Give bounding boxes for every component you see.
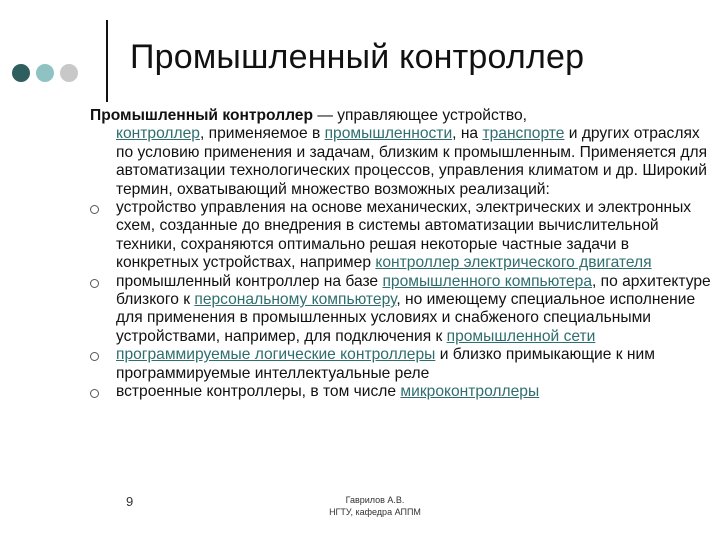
page-number: 9 bbox=[126, 494, 134, 509]
circle-bullet-icon bbox=[90, 389, 99, 398]
bullet-list bbox=[90, 199, 712, 401]
list-item bbox=[90, 199, 712, 273]
intro-text-4: и других отраслях по условию применения и задачам, близким к промышленным. Применяется для автоматизации технологических процессов, управления климатом и др. Широкий термин, охватывающий множество возможных реализаций: bbox=[116, 125, 708, 198]
slide-title: Промышленный контроллер bbox=[130, 38, 585, 76]
author-department: НГТУ, кафедра АППМ bbox=[329, 507, 421, 517]
slide-content bbox=[90, 107, 712, 402]
link-motor-controller[interactable]: контроллер электрического двигателя bbox=[375, 254, 652, 272]
list-item bbox=[90, 273, 712, 347]
link-industrial-computer[interactable]: промышленного компьютера bbox=[382, 272, 592, 290]
title-divider bbox=[106, 20, 108, 102]
circle-bullet-icon bbox=[90, 279, 99, 288]
bullet-text: промышленный контроллер на базе bbox=[116, 272, 383, 290]
bullet-text-after: и близко примыкающие к ним программируемые интеллектуальные реле bbox=[116, 346, 655, 382]
intro-indent bbox=[90, 125, 712, 199]
link-industrial-network[interactable]: промышленной сети bbox=[446, 327, 596, 345]
bullet-text: устройство управления на основе механических, электрических и электронных схем, созданные до внедрения в системы автоматизации вычислительной техники, сохраняются оптимально решая некоторые частные задачи в конкретных устройствах, например bbox=[116, 199, 692, 272]
dot-dark-icon bbox=[12, 64, 30, 82]
intro-term: Промышленный контроллер bbox=[90, 107, 313, 124]
link-plc[interactable]: программируемые логические контроллеры bbox=[116, 346, 436, 364]
intro-text-3: , на bbox=[452, 125, 483, 143]
author-name: Гаврилов А.В. bbox=[345, 495, 405, 505]
intro-text-1: — управляющее устройство, bbox=[313, 107, 528, 124]
link-transport[interactable]: транспорте bbox=[482, 125, 565, 143]
link-controller[interactable]: контроллер bbox=[116, 125, 200, 143]
link-industry[interactable]: промышленности bbox=[324, 125, 453, 143]
bullet-text-after: , но имеющему специальное исполнение для применения в промышленных условиях и снабженого специальными устройствами, например, для подключения к bbox=[116, 291, 696, 345]
link-microcontrollers[interactable]: микроконтроллеры bbox=[400, 383, 540, 401]
bullet-text: встроенные контроллеры, в том числе bbox=[116, 383, 401, 401]
decorative-dots bbox=[12, 64, 78, 82]
circle-bullet-icon bbox=[90, 352, 99, 361]
link-personal-computer[interactable]: персональному компьютеру bbox=[194, 291, 397, 309]
dot-light-icon bbox=[36, 64, 54, 82]
bullet-text-mid: , по архитектуре близкого к bbox=[116, 272, 711, 309]
list-item bbox=[90, 383, 712, 401]
dot-gray-icon bbox=[60, 64, 78, 82]
circle-bullet-icon bbox=[90, 205, 99, 214]
intro-text-2: , применяемое в bbox=[199, 125, 325, 143]
intro-paragraph bbox=[90, 107, 712, 199]
footer-author bbox=[300, 494, 450, 518]
list-item bbox=[90, 346, 712, 383]
